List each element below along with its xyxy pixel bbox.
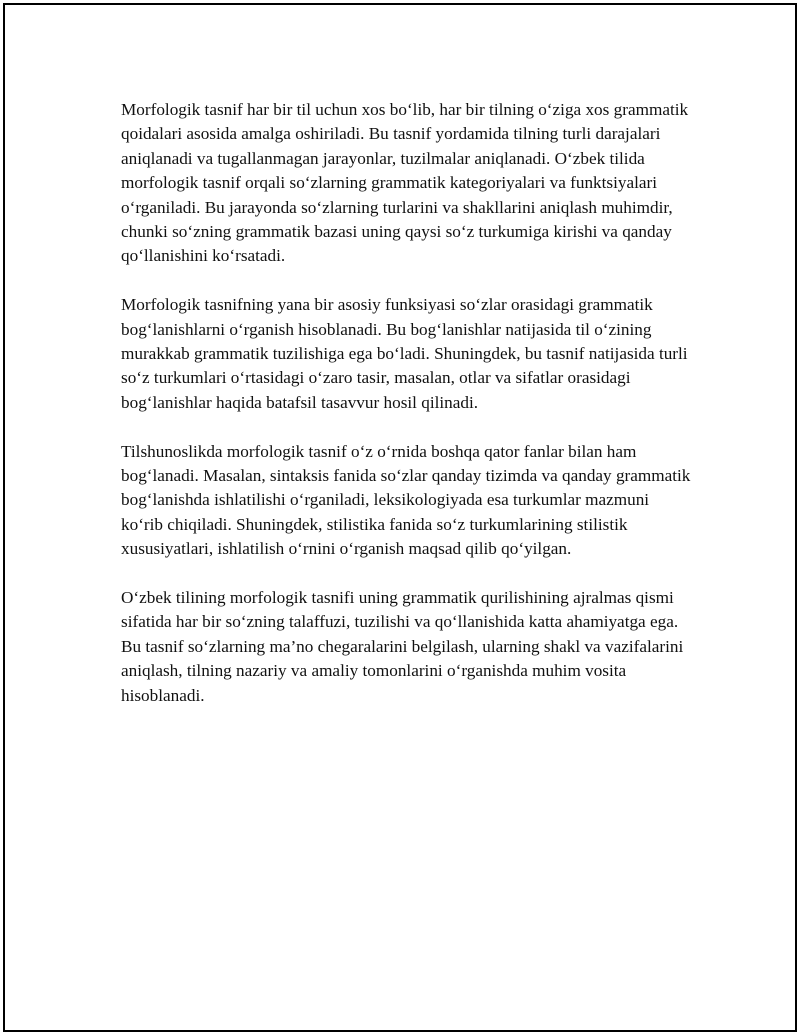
page-frame (3, 3, 797, 1032)
paragraph-2: Morfologik tasnifning yana bir asosiy funksiyasi so‘zlar orasidagi grammatik bog‘lanishlarni o‘rganish hisoblanadi. Bu bog‘lanishlar natijasida til o‘zining murakkab grammatik tuzilishiga ega bo‘ladi. Shuningdek, bu tasnif natijasida turli so‘z turkumlari o‘rtasidagi o‘zaro tasir, masalan, otlar va sifatlar orasidagi bog‘lanishlar haqida batafsil tasavvur hosil qilinadi. (121, 295, 688, 412)
document-body (121, 98, 693, 733)
paragraph-3: Tilshunoslikda morfologik tasnif o‘z o‘rnida boshqa qator fanlar bilan ham bog‘lanadi. Masalan, sintaksis fanida so‘zlar qanday tizimda va qanday grammatik bog‘lanishda ishlatilishi o‘rganiladi, leksikologiyada esa turkumlar mazmuni ko‘rib chiqiladi. Shuningdek, stilistika fanida so‘z turkumlarining stilistik xususiyatlari, ishlatilish o‘rnini o‘rganish maqsad qilib qo‘yilgan. (121, 441, 691, 559)
paragraph-1: Morfologik tasnif har bir til uchun xos bo‘lib, har bir tilning o‘ziga xos grammatik qoidalari asosida amalga oshiriladi. Bu tasnif yordamida tilning turli darajalari aniqlanadi va tugallanmagan jarayonlar, tuzilmalar aniqlanadi. O‘zbek tilida morfologik tasnif orqali so‘zlarning grammatik kategoriyalari va funktsiyalari o‘rganiladi. Bu jarayonda so‘zlarning turlarini va shakllarini aniqlash muhimdir, chunki so‘zning grammatik bazasi uning qaysi so‘z turkumiga kirishi va qanday qo‘llanishini ko‘rsatadi. (121, 100, 689, 266)
paragraph-4: O‘zbek tilining morfologik tasnifi uning grammatik qurilishining ajralmas qismi sifatida har bir so‘zning talaffuzi, tuzilishi va qo‘llanishida katta ahamiyatga ega. Bu tasnif so‘zlarning ma’no chegaralarini belgilash, ularning shakl va vazifalarini aniqlash, tilning nazariy va amaliy tomonlarini o‘rganishda muhim vosita hisoblanadi. (121, 588, 684, 705)
